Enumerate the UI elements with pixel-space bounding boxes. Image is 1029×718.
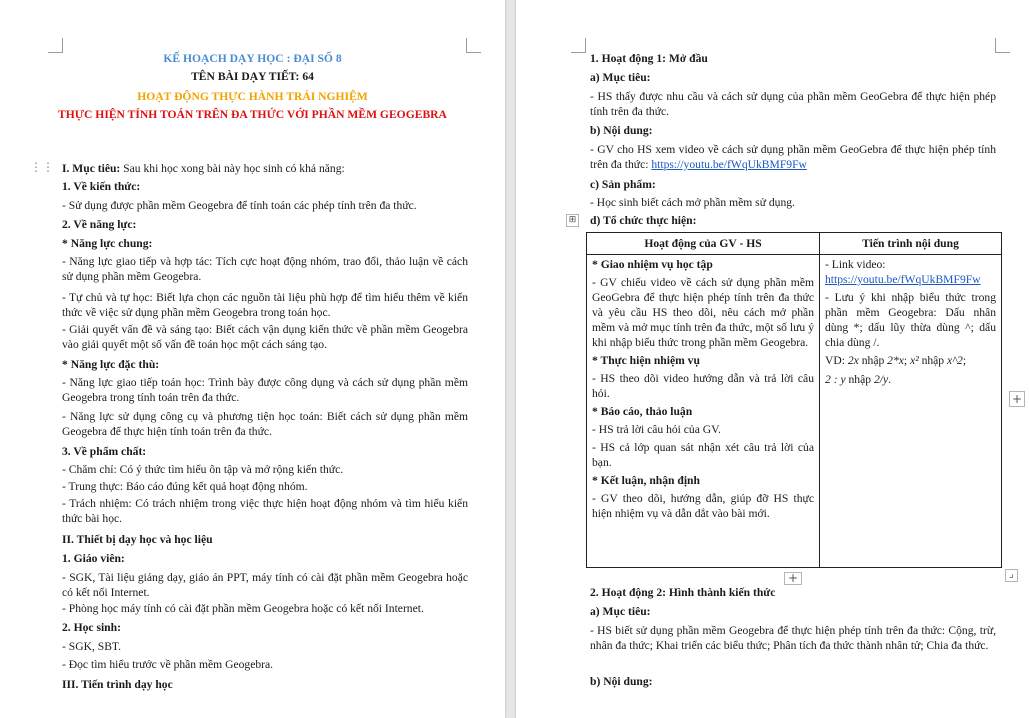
table-header-row — [587, 233, 1002, 255]
student-item: - SGK, SBT. — [62, 640, 122, 653]
quality-item: - Chăm chỉ: Có ý thức tìm hiểu ôn tập và mở rộng kiến thức. — [62, 463, 344, 476]
knowledge-item: - Sử dụng được phần mềm Geogebra để tính toán các phép tính trên đa thức. — [62, 199, 417, 212]
assign-task-text: - GV chiếu video về cách sử dụng phần mềm GeoGebra để thực hiện phép tính trên đa thức và yêu cầu HS theo dõi, nêu cách mở phần mềm và mở mục tính trên đa thức, một số lưu ý khi nhập biểu thức trong phần mềm Geogebra. — [592, 276, 814, 349]
student-item: - Đọc tìm hiểu trước về phần mềm Geogebra. — [62, 658, 274, 671]
product-heading: c) Sản phẩm: — [590, 178, 656, 191]
activity-table — [586, 232, 1002, 568]
table-cell-activities[interactable] — [587, 255, 820, 568]
example-text: nhập — [858, 354, 888, 367]
objective2-heading: a) Mục tiêu: — [590, 605, 651, 618]
specific-competence-heading: * Năng lực đặc thù: — [62, 358, 160, 371]
example-text: ; — [962, 354, 967, 367]
perform-task-text: - HS theo dõi video hướng dẫn và trả lời câu hỏi. — [592, 372, 814, 400]
example-input: x^2 — [947, 354, 963, 367]
report-text: - HS cả lớp quan sát nhận xét câu trả lời của bạn. — [592, 441, 814, 469]
quality-item: - Trung thực: Báo cáo đúng kết quả hoạt động nhóm. — [62, 480, 308, 493]
example-line-1 — [825, 353, 996, 368]
content-heading: b) Nội dung: — [590, 124, 653, 137]
plan-title: KẾ HOẠCH DẠY HỌC : ĐẠI SỐ 8 — [163, 52, 342, 65]
example-label: VD: — [825, 354, 848, 367]
general-competence-item: - Năng lực giao tiếp và hợp tác: Tích cực hoạt động nhóm, trao đổi, thảo luận về cách sử dụng phần mềm Geogebra. — [62, 255, 468, 283]
content-text: - GV cho HS xem video về cách sử dụng phần mềm GeoGebra để thực hiện phép tính trên đa thức: — [590, 143, 996, 171]
example-expr: 2x — [847, 354, 859, 367]
general-competence-item: - Tự chủ và tự học: Biết lựa chọn các nguồn tài liệu phù hợp để tìm hiểu thêm về kiến thức về việc sử dụng phần mềm Geogebra trong toán học. — [62, 291, 468, 319]
example-expr: x² — [910, 354, 919, 367]
general-competence-item: - Giải quyết vấn đề và sáng tạo: Biết cách vận dụng kiến thức về phần mềm Geogebra vào giải quyết một số vấn đề toán học một cách sáng tạo. — [62, 323, 468, 351]
objective-item: - HS thấy được nhu cầu và cách sử dụng của phần mềm GeoGebra để thực hiện phép tính trên đa thức. — [590, 90, 996, 118]
activity2-heading: 2. Hoạt động 2: Hình thành kiến thức — [590, 586, 776, 599]
procedure-heading: III. Tiến trình dạy học — [62, 678, 173, 691]
quality-item: - Trách nhiệm: Có trách nhiệm trong việc thực hiện hoạt động nhóm và tìm hiểu kiến thức bài học. — [62, 497, 468, 525]
margin-corner-top-right — [995, 38, 1010, 53]
activity-title: HOẠT ĐỘNG THỰC HÀNH TRẢI NGHIỆM — [137, 90, 368, 103]
teacher-item: - Phòng học máy tính có cài đặt phần mềm Geogebra hoặc có kết nối Internet. — [62, 602, 424, 615]
example-text: . — [888, 373, 892, 386]
example-input: 2/y — [873, 373, 889, 386]
table-resize-icon[interactable]: ⌟ — [1005, 569, 1018, 582]
topic-title: THỰC HIỆN TÍNH TOÁN TRÊN ĐA THỨC VỚI PHẦN MỀM GEOGEBRA — [58, 108, 447, 121]
table-select-icon[interactable]: ⊞ — [566, 214, 579, 227]
input-note: - Lưu ý khi nhập biểu thức trong phần mềm Geogebra: Dấu nhân dùng *; dấu lũy thừa dùng ^; dấu chia dùng /. — [825, 291, 996, 349]
equipment-heading: II. Thiết bị dạy học và học liệu — [62, 533, 213, 546]
margin-corner-top-left — [571, 38, 586, 53]
table-header-cell: Tiến trình nội dung — [820, 233, 1002, 255]
example-text: nhập — [845, 373, 874, 386]
competence-heading: 2. Về năng lực: — [62, 218, 137, 231]
table-cell-content[interactable] — [820, 255, 1002, 568]
conclusion-heading: * Kết luận, nhận định — [592, 474, 700, 487]
conclusion-text: - GV theo dõi, hướng dẫn, giúp đỡ HS thực hiện nhiệm vụ và dẫn dắt vào bài mới. — [592, 492, 814, 520]
specific-competence-item: - Năng lực giao tiếp toán học: Trình bày được công dụng và cách sử dụng phần mềm Geogebra trong tính toán trên đa thức. — [62, 376, 468, 404]
objectives-label: I. Mục tiêu: — [62, 162, 121, 175]
table-header-cell: Hoạt động của GV - HS — [587, 233, 820, 255]
general-competence-heading: * Năng lực chung: — [62, 237, 153, 250]
document-page-right — [516, 0, 1029, 718]
add-column-button[interactable]: + — [1009, 391, 1025, 407]
organization-heading: d) Tổ chức thực hiện: — [590, 214, 697, 227]
perform-task-heading: * Thực hiện nhiệm vụ — [592, 354, 700, 367]
report-heading: * Báo cáo, thảo luận — [592, 405, 693, 418]
drag-handle-icon[interactable]: ⋮⋮ — [30, 160, 54, 174]
objective2-item: - HS biết sử dụng phần mềm Geogebra để thực hiện phép tính trên đa thức: Cộng, trừ, nhân đa thức; Khai triển các biểu thức; Phân tích đa thức thành nhân tử; Chia đa thức. — [590, 624, 996, 652]
knowledge-heading: 1. Về kiến thức: — [62, 180, 141, 193]
document-page-left — [0, 0, 505, 718]
example-expr: 2 : y — [825, 373, 846, 386]
add-row-button[interactable]: + — [784, 572, 802, 585]
content2-heading: b) Nội dung: — [590, 675, 653, 688]
objectives-text: Sau khi học xong bài này học sinh có khả năng: — [120, 162, 345, 175]
lesson-title: TÊN BÀI DẠY TIẾT: 64 — [191, 70, 314, 83]
objective-heading: a) Mục tiêu: — [590, 71, 651, 84]
example-text: nhập — [918, 354, 948, 367]
activity1-heading: 1. Hoạt động 1: Mở đầu — [590, 52, 708, 65]
product-item: - Học sinh biết cách mở phần mềm sử dụng. — [590, 196, 795, 209]
table-video-link[interactable]: https://youtu.be/fWqUkBMF9Fw — [825, 273, 981, 286]
teacher-heading: 1. Giáo viên: — [62, 552, 125, 565]
link-label: - Link video: — [825, 258, 886, 271]
table-row — [587, 255, 1002, 568]
student-heading: 2. Học sinh: — [62, 621, 121, 634]
example-input: 2*x — [887, 354, 904, 367]
teacher-item: - SGK, Tài liệu giảng dạy, giáo án PPT, máy tính có cài đặt phần mềm Geogebra hoặc có kết nối Internet. — [62, 571, 468, 599]
example-text: ; — [903, 354, 911, 367]
objectives-line — [62, 161, 345, 176]
content-item — [590, 142, 996, 172]
specific-competence-item: - Năng lực sử dụng công cụ và phương tiện học toán: Biết cách sử dụng phần mềm Geogebra để thực hiện tính toán trên đa thức. — [62, 410, 468, 438]
video-link[interactable]: https://youtu.be/fWqUkBMF9Fw — [651, 158, 807, 171]
assign-task-heading: * Giao nhiệm vụ học tập — [592, 258, 713, 271]
example-line-2 — [825, 372, 996, 387]
qualities-heading: 3. Về phẩm chất: — [62, 445, 147, 458]
report-text: - HS trả lời câu hỏi của GV. — [592, 423, 721, 436]
